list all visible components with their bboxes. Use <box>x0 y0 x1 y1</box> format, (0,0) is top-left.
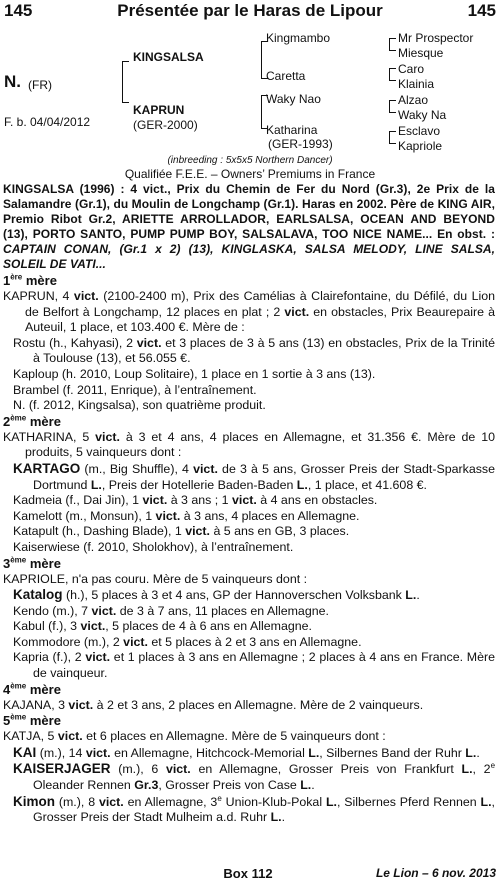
dam-section-heading: 4ème mère <box>3 681 61 697</box>
sire-paragraph <box>3 182 495 272</box>
catalogue-body <box>3 182 495 826</box>
produce-entry: N. (f. 2012, Kingsalsa), son quatrième produit. <box>13 398 266 413</box>
bracket <box>122 61 123 103</box>
produce-entry: Kabul (f.), 3 vict., 5 places de 4 à 6 ans en Allemagne. <box>13 619 312 634</box>
dam-dam-origin: (GER-1993) <box>268 137 333 151</box>
page-footer <box>0 866 496 881</box>
produce-entry: Kendo (m.), 7 vict. de 3 à 7 ans, 11 places en Allemagne. <box>13 603 329 618</box>
sire-sire: Kingmambo <box>266 31 331 45</box>
bracket <box>389 131 390 144</box>
page-title: Présentée par le Haras de Lipour <box>117 1 383 20</box>
sire-dam: Caretta <box>266 69 306 83</box>
ggs-7: Esclavo <box>398 124 441 138</box>
dam-origin: (GER-2000) <box>133 118 198 132</box>
produce-entry: Kaiserwiese (f. 2010, Sholokhov), à l’entraînement. <box>13 539 294 554</box>
ggs-3: Caro <box>398 62 425 76</box>
bracket <box>261 95 262 129</box>
lot-number-left: 145 <box>4 1 33 20</box>
produce-entry: Kadmeia (f., Dai Jin), 1 vict. à 3 ans ; 1 vict. à 4 ans en obstacles. <box>13 493 378 508</box>
bracket <box>389 100 390 113</box>
dam-section-heading: 2ème mère <box>3 413 61 429</box>
produce-entry: Katapult (h., Dashing Blade), 1 vict. à 5 ans en GB, 3 places. <box>13 524 350 539</box>
dam-sire: Waky Nao <box>266 92 321 106</box>
produce-entry: Rostu (h., Kahyasi), 2 vict. et 3 places de 3 à 5 ans (13) en obstacles, Prix de la Trinité à Toulouse (13), et 56.055 €. <box>13 335 495 366</box>
dam-name: KAPRUN <box>133 103 185 117</box>
sire-record: KINGSALSA (1996) : 4 vict., Prix du Chemin de Fer du Nord (Gr.3), 2e Prix de la Salamandre (Gr.1), du Moulin de Longchamp (Gr.1). Haras en 2002. Père de KING AIR, Premio Ribot Gr.2, ARIETTE ARROLLADOR, EARLSALSA, OCEAN AND BEYOND (13), PORTO SANTO, PUMP PUMP BOY, SALSALAVA, TOO NICE NAME... En obst. : <box>3 182 495 241</box>
dam-entry: KATJA, 5 vict. et 6 places en Allemagne. Mère de 5 vainqueurs dont : <box>3 729 386 744</box>
ggs-5: Alzao <box>398 93 429 107</box>
ggs-4: Klainia <box>398 77 435 91</box>
ggs-2: Miesque <box>398 46 444 60</box>
produce-entry: Katalog (h.), 5 places à 3 et 4 ans, GP der Hannoverschen Volksbank L.. <box>13 587 420 603</box>
sale-info: Le Lion – 6 nov. 2013 <box>375 866 496 880</box>
ggs-6: Waky Na <box>398 108 447 122</box>
bracket <box>389 68 390 81</box>
page-header <box>4 1 496 25</box>
produce-entry: Kommodore (m.), 2 vict. et 5 places à 2 et 3 ans en Allemagne. <box>13 634 362 649</box>
dam-entry: KATHARINA, 5 vict. à 3 et 4 ans, 4 places en Allemagne, et 31.356 €. Mère de 10 produits, 5 vainqueurs dont : <box>3 429 495 460</box>
sire-obstacle-winners: CAPTAIN CONAN, (Gr.1 x 2) (13), KINGLASKA, SALSA MELODY, LINE SALSA, SOLEIL DE VATI... <box>3 242 495 271</box>
dam-section-heading: 3ème mère <box>3 555 61 571</box>
sire-name: KINGSALSA <box>133 50 204 64</box>
lot-number-right: 145 <box>467 1 496 20</box>
dam-section-heading: 1ère mère <box>3 272 57 288</box>
produce-entry: Kaploup (h. 2010, Loup Solitaire), 1 place en 1 sortie à 3 ans (13). <box>13 366 376 381</box>
produce-entry: Kimon (m.), 8 vict. en Allemagne, 3e Union-Klub-Pokal L., Silbernes Pferd Rennen L., Grosser Preis der Stadt Mulheim a.d. Ruhr L.. <box>13 793 495 825</box>
ggs-8: Kapriole <box>398 139 443 153</box>
box-number: Box 112 <box>223 866 273 881</box>
produce-entry: Kapria (f.), 2 vict. et 1 places à 3 ans en Allemagne ; 2 places à 4 ans en France. Mère de vainqueur. <box>13 650 495 681</box>
inbreeding-note: (inbreeding : 5x5x5 Northern Dancer) <box>167 155 333 166</box>
horse-birth: F. b. 04/04/2012 <box>4 115 91 129</box>
qualification-note: Qualifiée F.E.E. – Owners’ Premiums in France <box>124 167 376 181</box>
bracket <box>261 41 262 79</box>
produce-entry: KAISERJAGER (m.), 6 vict. en Allemagne, Grosser Preis von Frankfurt L., 2e Oleander Rennen Gr.3, Grosser Preis von Case L.. <box>13 761 496 793</box>
produce-entry: KAI (m.), 14 vict. en Allemagne, Hitchcock-Memorial L., Silbernes Band der Ruhr L.. <box>13 744 480 760</box>
ggs-1: Mr Prospector <box>398 31 474 45</box>
horse-name: N. <box>4 72 21 91</box>
dam-entry: KAJANA, 3 vict. à 2 et 3 ans, 2 places en Allemagne. Mère de 2 vainqueurs. <box>3 697 424 712</box>
pedigree-chart <box>0 27 500 157</box>
produce-entry: Kamelott (m., Monsun), 1 vict. à 3 ans, 4 places en Allemagne. <box>13 508 360 523</box>
dam-section-heading: 5ème mère <box>3 712 61 729</box>
horse-country: (FR) <box>28 78 52 92</box>
dam-entry: KAPRUN, 4 vict. (2100-2400 m), Prix des Camélias à Clairefontaine, du Défilé, du Lion de Belfort à Longchamp, 12 places en plat ; 2 vict. en obstacles, Prix Beaurepaire à Auteuil, 1 place, et 103.400 €. Mère de : <box>3 289 496 335</box>
produce-entry: Brambel (f. 2011, Enrique), à l’entraînement. <box>13 382 257 397</box>
dam-entry: KAPRIOLE, n'a pas couru. Mère de 5 vainqueurs dont : <box>3 571 308 586</box>
bracket <box>389 38 390 51</box>
produce-entry: KARTAGO (m., Big Shuffle), 4 vict. de 3 à 5 ans, Grosser Preis der Stadt-Sparkasse Dortmund L., Preis der Hotellerie Baden-Baden L., 1 place, et 41.608 €. <box>13 460 495 492</box>
dam-dam: Katharina <box>266 123 318 137</box>
